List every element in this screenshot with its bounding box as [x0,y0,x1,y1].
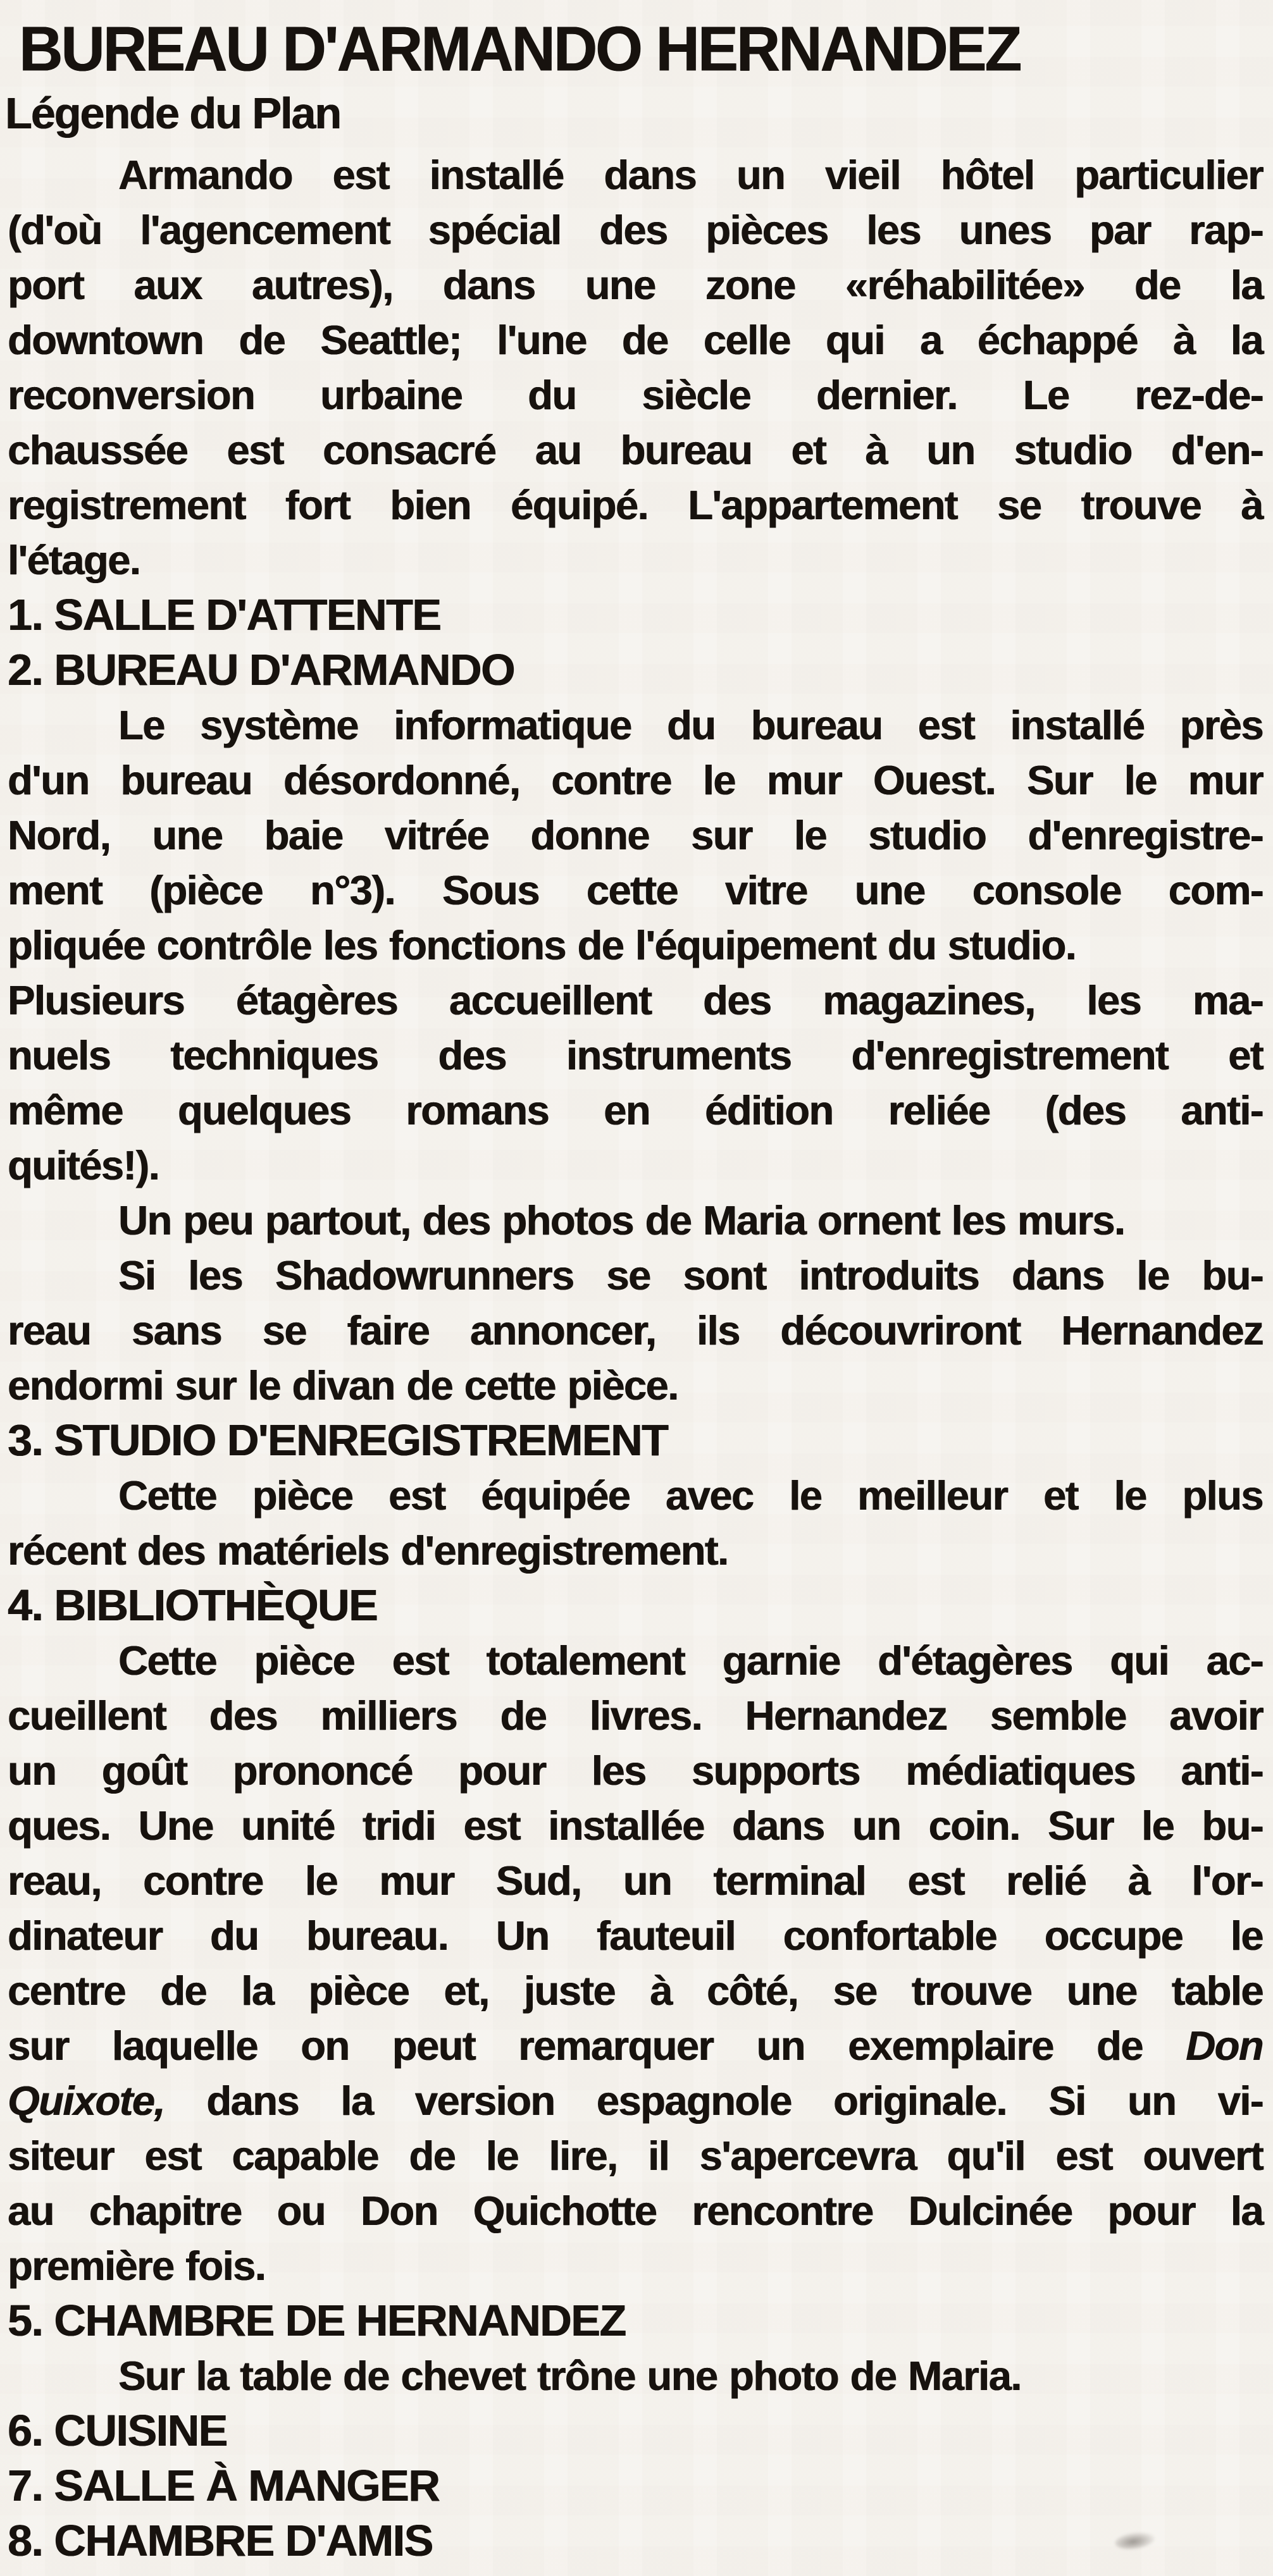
text-line: pliquée contrôle les fonctions de l'équipement du studio. [8,922,1076,968]
section-heading: 7. SALLE À MANGER [8,2461,440,2510]
section-heading: 3. STUDIO D'ENREGISTREMENT [8,1415,668,1465]
text-line: (d'où l'agencement spécial des pièces les unes par rap- [8,207,1263,253]
text-line: Le système informatique du bureau est installé près [118,702,1263,748]
italic-run: Quixote, [8,2078,165,2124]
section-heading: 1. SALLE D'ATTENTE [8,590,441,639]
text-line: Sur la table de chevet trône une photo de Maria. [118,2353,1021,2399]
paragraph [8,2348,1263,2403]
text-line: endormi sur le divan de cette pièce. [8,1362,678,1408]
text-line: siteur est capable de le lire, il s'apercevra qu'il est ouvert [8,2133,1263,2179]
text-line: Un peu partout, des photos de Maria ornent les murs. [118,1197,1125,1243]
text-line [8,2018,1263,2073]
text-line: Nord, une baie vitrée donne sur le studio d'enregistre- [8,812,1263,858]
text-line: cueillent des milliers de livres. Hernandez semble avoir [8,1692,1263,1739]
text-line [8,2073,1263,2128]
text-line: registrement fort bien équipé. L'appartement se trouve à [8,482,1263,528]
text-line: Si les Shadowrunners se sont introduits dans le bu- [118,1252,1263,1298]
section-heading: 2. BUREAU D'ARMANDO [8,645,514,694]
text-line: Armando est installé dans un vieil hôtel particulier [118,152,1263,198]
section-heading: 4. BIBLIOTHÈQUE [8,1581,378,1630]
text-line: l'étage. [8,537,140,583]
text-line: reau sans se faire annoncer, ils découvriront Hernandez [8,1307,1263,1353]
text-line: ques. Une unité tridi est installée dans un coin. Sur le bu- [8,1803,1263,1849]
section-heading: 6. CUISINE [8,2406,227,2455]
paragraph [8,1633,1263,2293]
text-line: reau, contre le mur Sud, un terminal est relié à l'or- [8,1858,1263,1904]
text-line: port aux autres), dans une zone «réhabilitée» de la [8,262,1263,308]
section-heading: 5. CHAMBRE DE HERNANDEZ [8,2296,626,2345]
page-subtitle: Légende du Plan [5,89,341,138]
text-line: quités!). [8,1142,159,1188]
text-line: récent des matériels d'enregistrement. [8,1527,728,1574]
text-line: nuels techniques des instruments d'enregistrement et [8,1032,1263,1078]
text-line: chaussée est consacré au bureau et à un studio d'en- [8,427,1263,473]
page-title: BUREAU D'ARMANDO HERNANDEZ [19,13,1021,85]
text-run: dans la version espagnole originale. Si un vi- [165,2078,1263,2124]
text-line: au chapitre ou Don Quichotte rencontre Dulcinée pour la [8,2188,1263,2234]
text-line: un goût prononcé pour les supports médiatiques anti- [8,1747,1263,1794]
text-run: sur laquelle on peut remarquer un exemplaire de [8,2023,1186,2069]
text-blocks [0,147,1273,2568]
paragraph [8,973,1263,1193]
text-line: Cette pièce est totalement garnie d'étagères qui ac- [118,1637,1263,1684]
italic-run: Don [1186,2023,1263,2069]
text-line: même quelques romans en édition reliée (des anti- [8,1087,1263,1133]
text-line: reconversion urbaine du siècle dernier. Le rez-de- [8,372,1263,418]
text-line: dinateur du bureau. Un fauteuil confortable occupe le [8,1913,1263,1959]
paragraph [8,1193,1263,1248]
paragraph [8,147,1263,588]
text-line: première fois. [8,2243,266,2289]
text-line: centre de la pièce et, juste à côté, se trouve une table [8,1968,1263,2014]
text-line: downtown de Seattle; l'une de celle qui a échappé à la [8,317,1263,363]
paragraph [8,698,1263,973]
text-line: Cette pièce est équipée avec le meilleur et le plus [118,1472,1263,1519]
text-line: d'un bureau désordonné, contre le mur Ouest. Sur le mur [8,757,1263,803]
paragraph [8,1248,1263,1413]
text-line: ment (pièce n°3). Sous cette vitre une console com- [8,867,1263,913]
section-heading: 8. CHAMBRE D'AMIS [8,2516,433,2565]
paragraph [8,1468,1263,1578]
text-line: Plusieurs étagères accueillent des magazines, les ma- [8,977,1263,1023]
